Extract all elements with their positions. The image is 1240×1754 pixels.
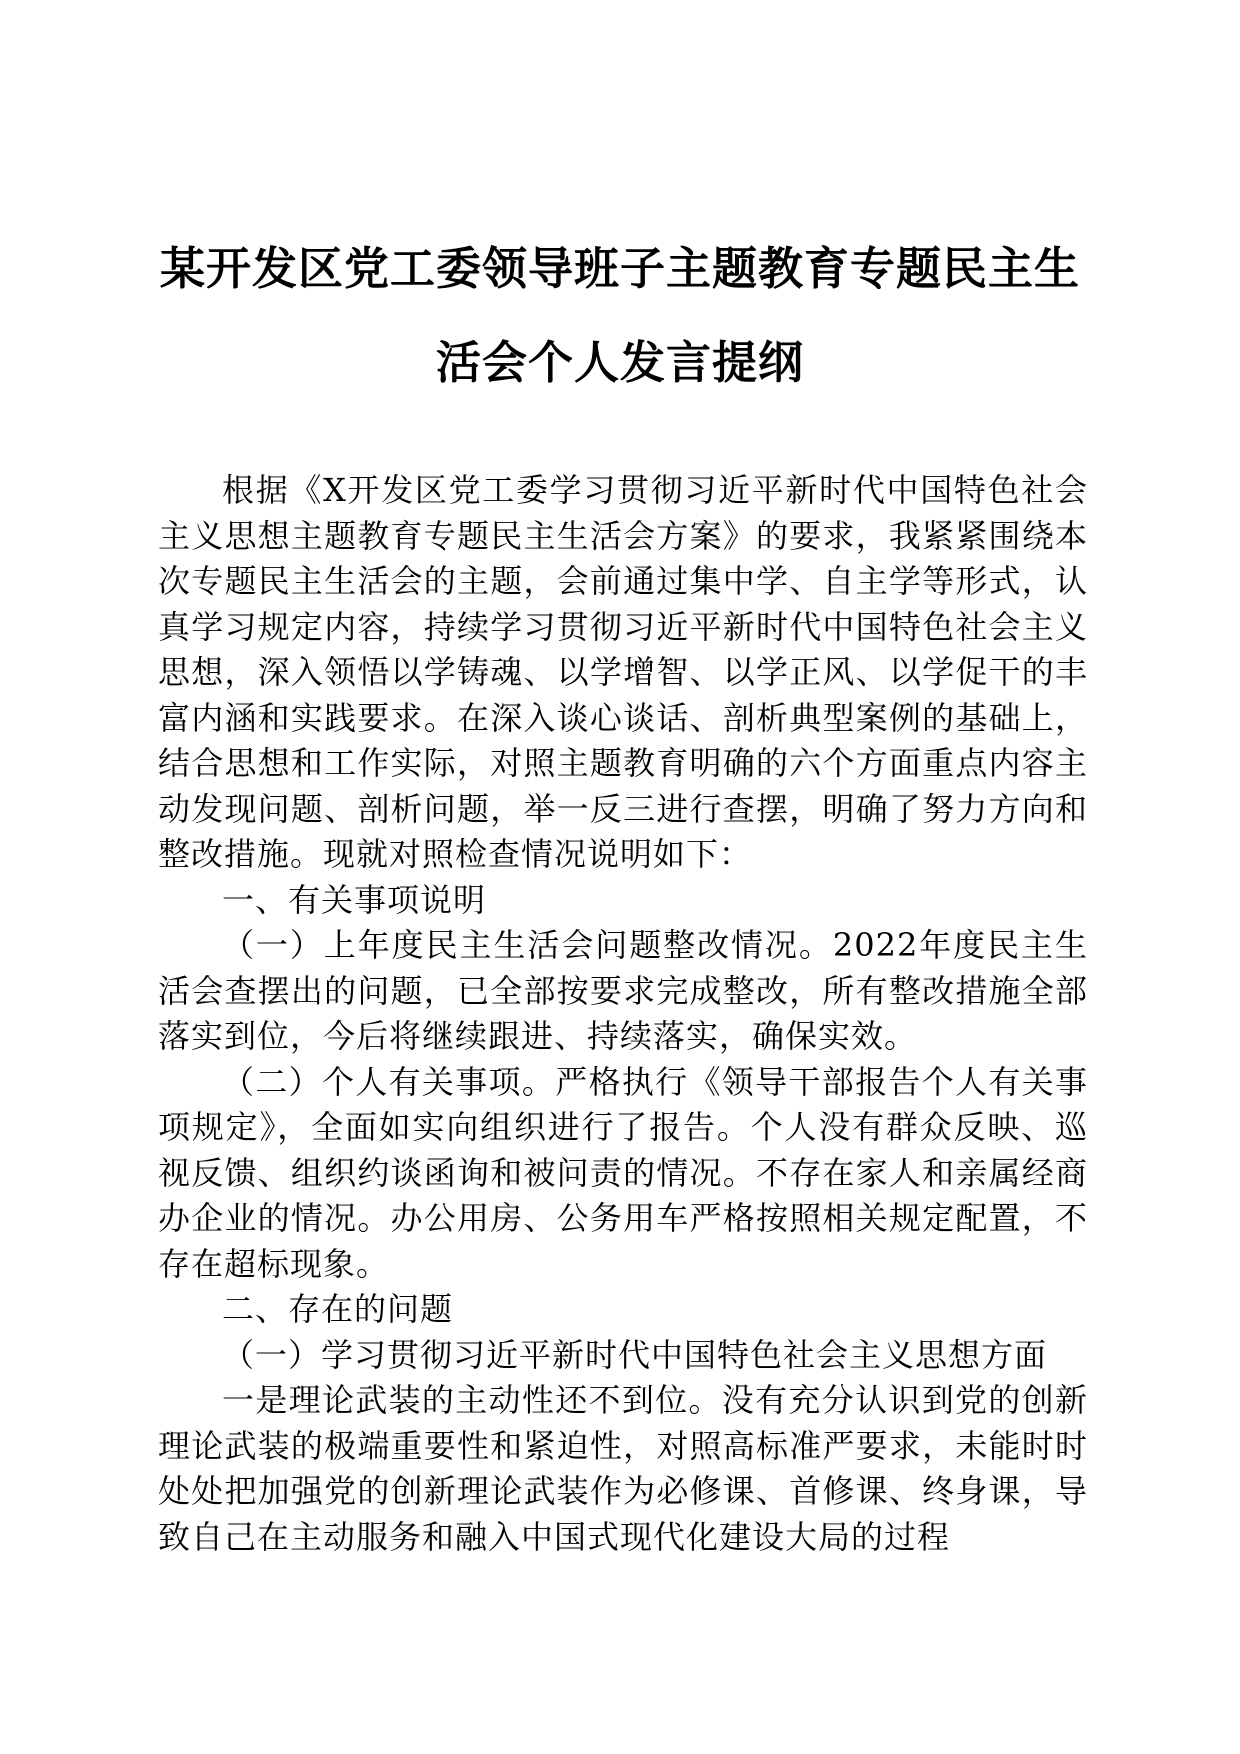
page-title — [150, 222, 1090, 410]
subsection-heading: （一）学习贯彻习近平新时代中国特色社会主义思想方面 — [222, 1335, 1048, 1374]
title-line-1: 某开发区党工委领导班子主题教育专题民主生 — [159, 242, 1080, 295]
title-line-2: 活会个人发言提纲 — [435, 336, 804, 389]
section-heading-2: 二、存在的问题 — [222, 1290, 454, 1328]
section-heading-1: 一、有关事项说明 — [222, 880, 487, 919]
subsection-paragraph-2: （二）个人有关事项。严格执行《领导干部报告个人有关事项规定》，全面如实向组织进行了报告。个人没有群众反映、巡视反馈、组织约谈函询和被问责的情况。不存在家人和亲属经商办企业的情况。办公用房、公务用车严格按照相关规定配置，不存在超标现象。 — [158, 1062, 1088, 1283]
problem-paragraph-1: 一是理论武装的主动性还不到位。没有充分认识到党的创新理论武装的极端重要性和紧迫性，对照高标准严要求，未能时时处处把加强党的创新理论武装作为必修课、首修课、终身课，导致自己在主动服务和融入中国式现代化建设大局的过程 — [158, 1381, 1088, 1556]
document-body — [158, 468, 1088, 1560]
subsection-paragraph-1: （一）上年度民主生活会问题整改情况。2022年度民主生活会查摆出的问题，已全部按要求完成整改，所有整改措施全部落实到位，今后将继续跟进、持续落实，确保实效。 — [158, 926, 1088, 1055]
intro-paragraph: 根据《X开发区党工委学习贯彻习近平新时代中国特色社会主义思想主题教育专题民主生活会方案》的要求，我紧紧围绕本次专题民主生活会的主题，会前通过集中学、自主学等形式，认真学习规定内容，持续学习贯彻习近平新时代中国特色社会主义思想，深入领悟以学铸魂、以学增智、以学正风、以学促干的丰富内涵和实践要求。在深入谈心谈话、剖析典型案例的基础上，结合思想和工作实际，对照主题教育明确的六个方面重点内容主动发现问题、剖析问题，举一反三进行查摆，明确了努力方向和整改措施。现就对照检查情况说明如下： — [158, 471, 1088, 873]
